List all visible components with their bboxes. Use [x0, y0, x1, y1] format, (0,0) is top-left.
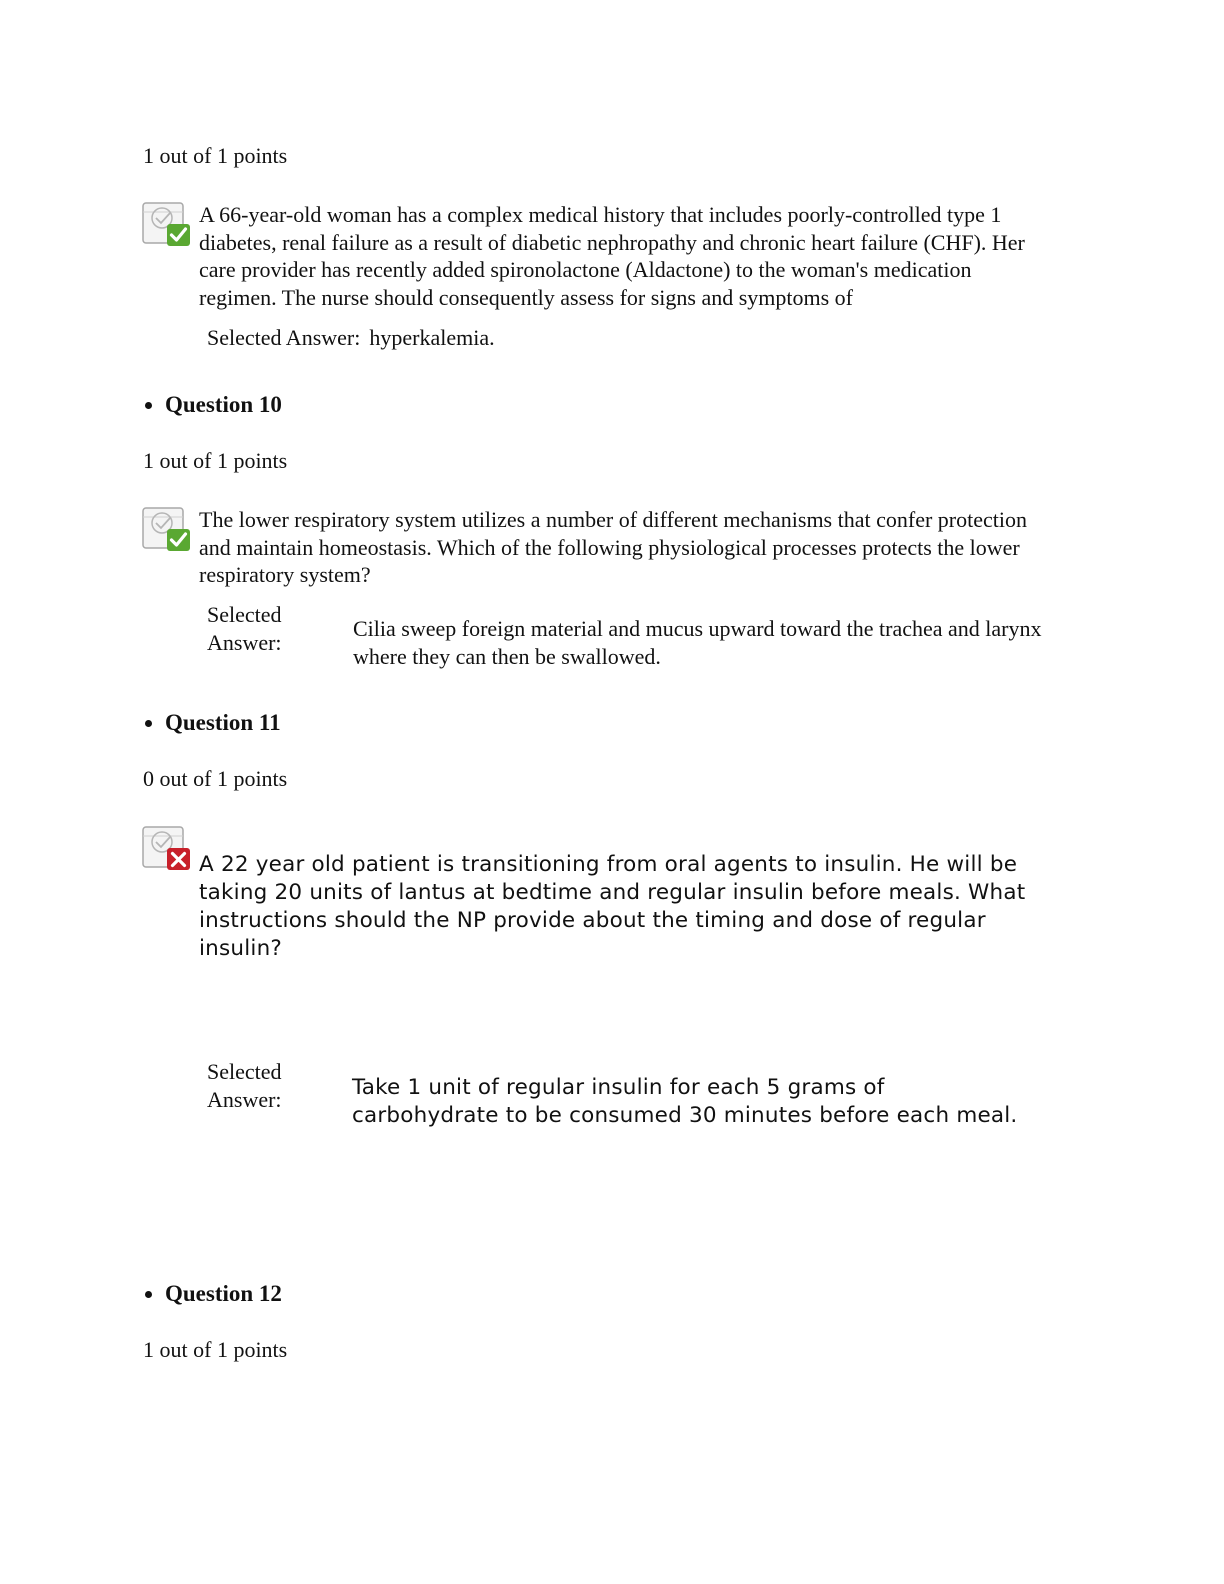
selected-answer-value: hyperkalemia. — [369, 325, 495, 350]
question-11-heading — [143, 709, 281, 737]
bullet-icon — [145, 402, 152, 409]
correct-check-icon — [142, 505, 192, 553]
question-10-title: Question 10 — [165, 392, 282, 417]
question-10-selected-answer-label: Selected Answer: — [207, 602, 282, 655]
question-12-title: Question 12 — [165, 1281, 282, 1306]
bullet-icon — [145, 720, 152, 727]
question-11-selected-answer-value: Take 1 unit of regular insulin for each 5 grams of carbohydrate to be consumed 30 minutes before each meal. — [352, 1075, 1018, 1128]
question-10-points: 1 out of 1 points — [143, 448, 288, 473]
selected-answer-label: Selected Answer: — [207, 325, 361, 350]
question-10-heading — [143, 391, 282, 419]
question-12-heading — [143, 1280, 282, 1308]
question-9-selected-answer — [207, 325, 495, 351]
correct-check-icon — [142, 200, 192, 248]
question-11-points: 0 out of 1 points — [143, 766, 288, 791]
question-11-text: A 22 year old patient is transitioning from oral agents to insulin. He will be taking 20 units of lantus at bedtime and regular insulin before meals. What instructions should the NP provide about the timing and dose of regular insulin? — [199, 852, 1026, 961]
question-9-text: A 66-year-old woman has a complex medical history that includes poorly-controlled type 1 diabetes, renal failure as a result of diabetic nephropathy and chronic heart failure (CHF). Her care provider has recently added spironolactone (Aldactone) to the woman's medication regimen. The nurse should consequently assess for signs and symptoms of — [199, 202, 1025, 310]
question-12-points: 1 out of 1 points — [143, 1337, 288, 1362]
bullet-icon — [145, 1291, 152, 1298]
question-11-title: Question 11 — [165, 710, 281, 735]
question-10-selected-answer-value: Cilia sweep foreign material and mucus upward toward the trachea and larynx where they can then be swallowed. — [353, 616, 1042, 669]
incorrect-x-icon — [142, 824, 192, 872]
question-10-text: The lower respiratory system utilizes a number of different mechanisms that confer protection and maintain homeostasis. Which of the following physiological processes protects the lower respiratory system? — [199, 507, 1027, 587]
question-11-selected-answer-label: Selected Answer: — [207, 1059, 282, 1112]
question-9-points: 1 out of 1 points — [143, 143, 288, 168]
